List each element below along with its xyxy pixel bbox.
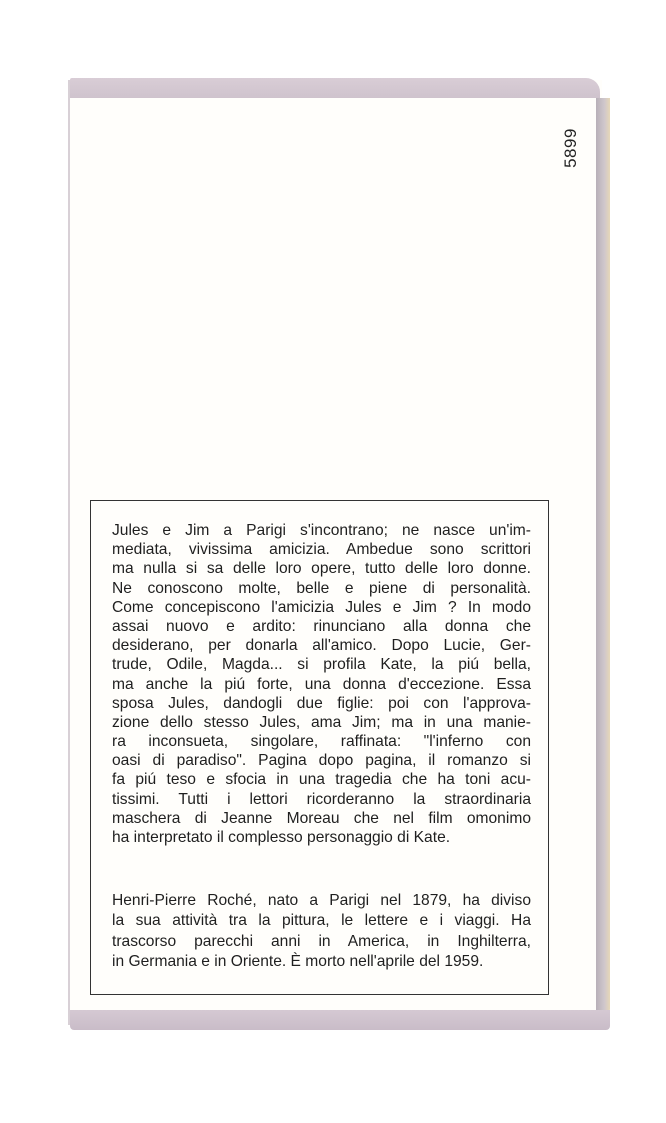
text-line: maschera di Jeanne Moreau che nel film omonimo	[112, 809, 531, 827]
blurb-paragraph-synopsis	[112, 521, 531, 847]
text-line: desiderano, per donarla all'amico. Dopo Lucie, Ger-	[112, 637, 531, 655]
cover-bottom-edge	[70, 1010, 610, 1030]
blurb-paragraph-author	[112, 891, 531, 972]
text-line: Come concepiscono l'amicizia Jules e Jim ? In modo	[112, 598, 531, 616]
text-line: Ne conoscono molte, belle e piene di personalità.	[112, 579, 531, 597]
text-line: oasi di paradiso". Pagina dopo pagina, il romanzo si	[112, 752, 531, 770]
text-line: ma anche la piú forte, una donna d'eccezione. Essa	[112, 675, 531, 693]
text-line: ha interpretato il complesso personaggio di Kate.	[112, 829, 451, 846]
text-line: trascorso parecchi anni in America, in Inghilterra,	[112, 932, 531, 950]
text-line: fa piú teso e sfocia in una tragedia che ha toni acu-	[112, 771, 531, 789]
text-line: zione dello stesso Jules, ama Jim; ma in una manie-	[112, 713, 531, 731]
cover-spine-edge	[596, 98, 610, 1013]
text-line: ra inconsueta, singolare, raffinata: "l'inferno con	[112, 733, 531, 751]
text-line: in Germania e in Oriente. È morto nell'aprile del 1959.	[112, 952, 484, 970]
text-line: ma nulla si sa delle loro opere, tutto delle loro donne.	[112, 560, 531, 578]
text-line: la sua attività tra la pittura, le lettere e i viaggi. Ha	[112, 912, 531, 930]
text-line: tissimi. Tutti i lettori ricorderanno la straordinaria	[112, 790, 531, 808]
cover-top-edge	[70, 78, 600, 98]
catalog-number: 5899	[561, 128, 581, 168]
text-line: Henri-Pierre Roché, nato a Parigi nel 1879, ha diviso	[112, 892, 531, 909]
text-line: trude, Odile, Magda... si profila Kate, la piú bella,	[112, 656, 531, 674]
text-line: assai nuovo e ardito: rinunciano alla donna che	[112, 617, 531, 635]
text-line: mediata, vivissima amicizia. Ambedue sono scrittori	[112, 541, 531, 559]
text-line: Jules e Jim a Parigi s'incontrano; ne nasce un'im-	[112, 522, 531, 539]
text-line: sposa Jules, dandogli due figlie: poi con l'approva-	[112, 694, 531, 712]
blurb-box	[90, 500, 549, 995]
